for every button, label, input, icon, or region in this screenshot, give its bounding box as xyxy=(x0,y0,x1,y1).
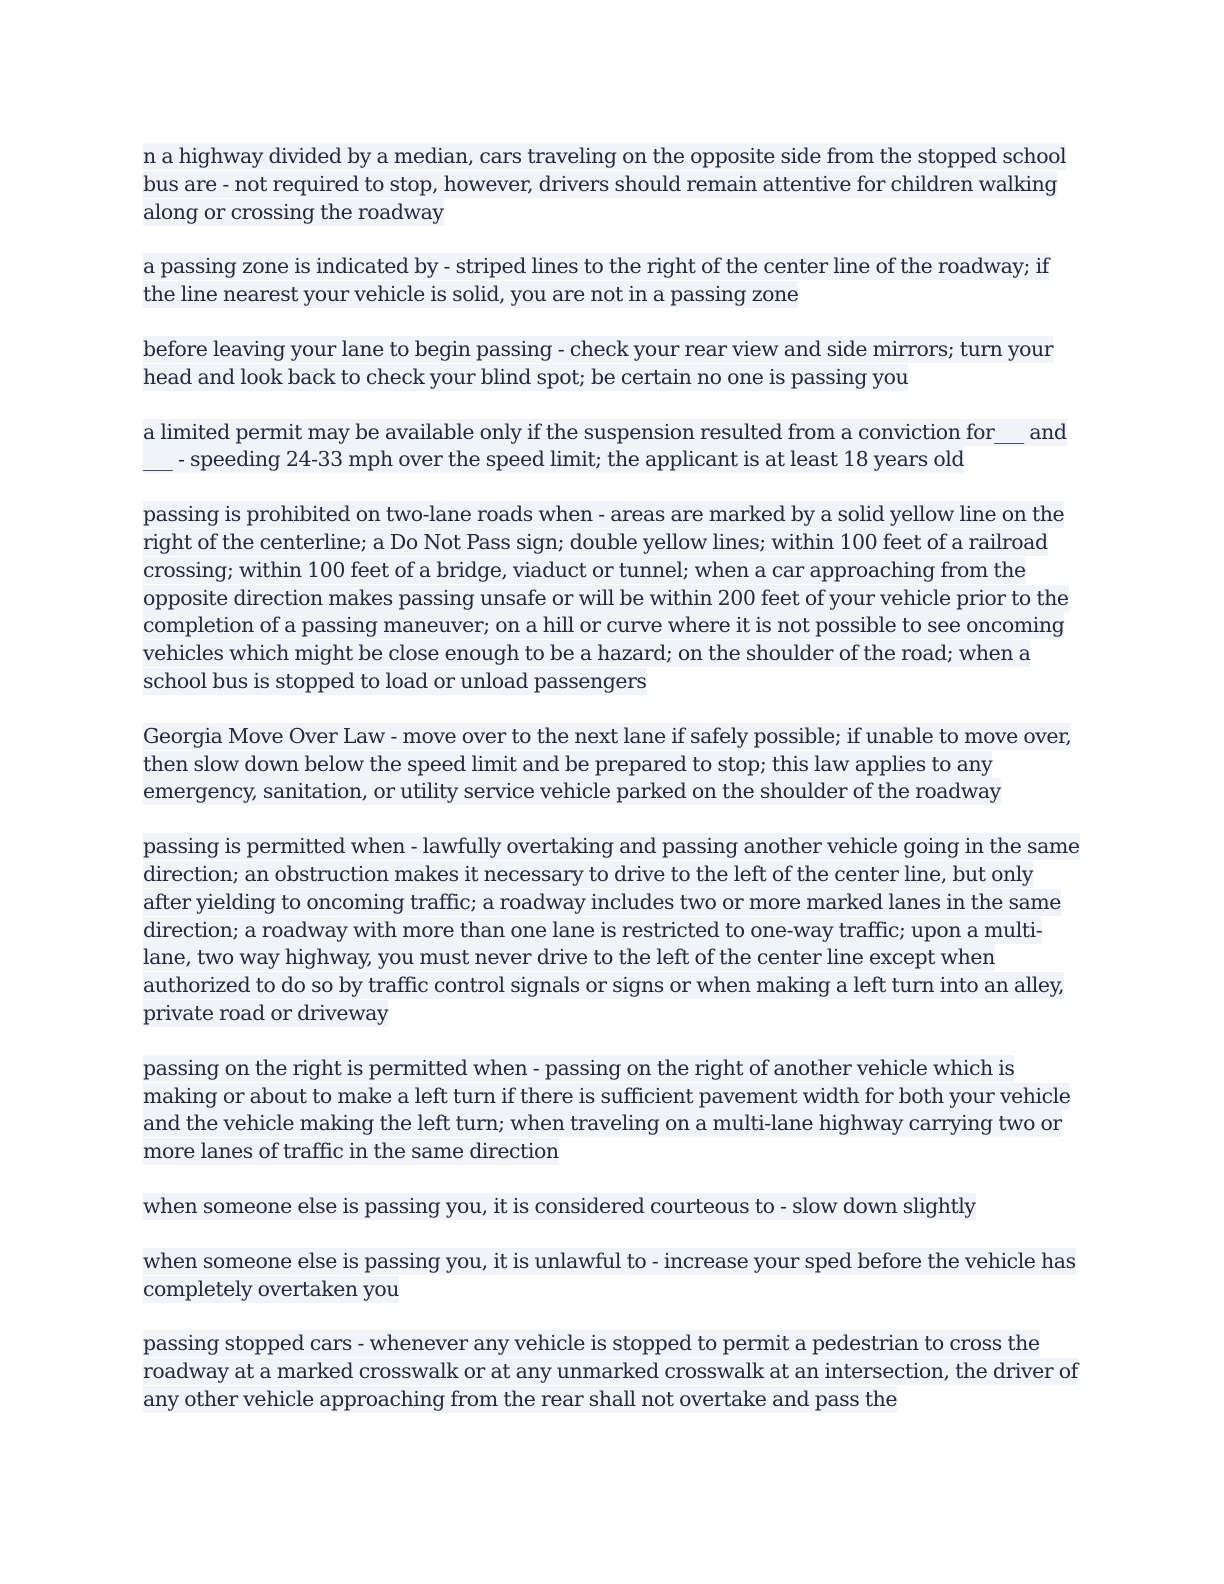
paragraph-text: when someone else is passing you, it is unlawful to - increase your sped before the vehicle has completely overtaken you xyxy=(143,1248,1076,1301)
paragraph-text: before leaving your lane to begin passing - check your rear view and side mirrors; turn your head and look back to check your blind spot; be certain no one is passing you xyxy=(143,336,1054,389)
paragraph-text: when someone else is passing you, it is considered courteous to - slow down slightly xyxy=(143,1193,976,1218)
paragraph-text: passing stopped cars - whenever any vehicle is stopped to permit a pedestrian to cross the roadway at a marked crosswalk or at any unmarked crosswalk at an intersection, the driver of any other vehicle approaching from the rear shall not overtake and pass the xyxy=(143,1331,1078,1411)
paragraph-text: passing is permitted when - lawfully overtaking and passing another vehicle going in the same direction; an obstruction makes it necessary to drive to the left of the center line, but only after yielding to oncoming traffic; a roadway includes two or more marked lanes in the same direction; a roadway with more than one lane is restricted to one-way traffic; upon a multi-lane, two way highway, you must never drive to the left of the center line except when authorized to do so by traffic control signals or signs or when making a left turn into an alley, private road or driveway xyxy=(143,834,1080,1025)
flashcard-paragraph xyxy=(143,336,1083,392)
flashcard-paragraph xyxy=(143,833,1083,1028)
paragraph-text: Georgia Move Over Law - move over to the next lane if safely possible; if unable to move over, then slow down below the speed limit and be prepared to stop; this law applies to any emergency, sanitation, or utility service vehicle parked on the shoulder of the roadway xyxy=(143,723,1072,804)
flashcard-paragraph xyxy=(143,143,1083,226)
flashcard-paragraph xyxy=(143,1055,1083,1166)
flashcard-paragraph xyxy=(143,419,1083,475)
flashcard-paragraph xyxy=(143,1248,1083,1304)
paragraph-text: a limited permit may be available only if the suspension resulted from a conviction for___ and ___ - speeding 24-33 mph over the speed limit; the applicant is at least 18 years old xyxy=(143,419,1067,472)
paragraph-text: a passing zone is indicated by - striped lines to the right of the center line of the roadway; if the line nearest your vehicle is solid, you are not in a passing zone xyxy=(143,254,1049,307)
flashcard-paragraph xyxy=(143,1330,1083,1413)
document-body xyxy=(143,143,1083,1441)
flashcard-paragraph xyxy=(143,253,1083,309)
flashcard-paragraph xyxy=(143,1193,1083,1221)
flashcard-paragraph xyxy=(143,723,1083,806)
paragraph-text: passing on the right is permitted when - passing on the right of another vehicle which is making or about to make a left turn if there is sufficient pavement width for both your vehicle and the vehicle making the left turn; when traveling on a multi-lane highway carrying two or more lanes of traffic in the same direction xyxy=(143,1055,1071,1164)
paragraph-text: n a highway divided by a median, cars traveling on the opposite side from the stopped school bus are - not required to stop, however, drivers should remain attentive for children walking along or crossing the roadway xyxy=(143,144,1067,224)
paragraph-text: passing is prohibited on two-lane roads when - areas are marked by a solid yellow line on the right of the centerline; a Do Not Pass sign; double yellow lines; within 100 feet of a railroad crossing; within 100 feet of a bridge, viaduct or tunnel; when a car approaching from the opposite direction makes passing unsafe or will be within 200 feet of your vehicle prior to the completion of a passing maneuver; on a hill or curve where it is not possible to see oncoming vehicles which might be close enough to be a hazard; on the shoulder of the road; when a school bus is stopped to load or unload passengers xyxy=(143,502,1069,693)
flashcard-paragraph xyxy=(143,501,1083,696)
